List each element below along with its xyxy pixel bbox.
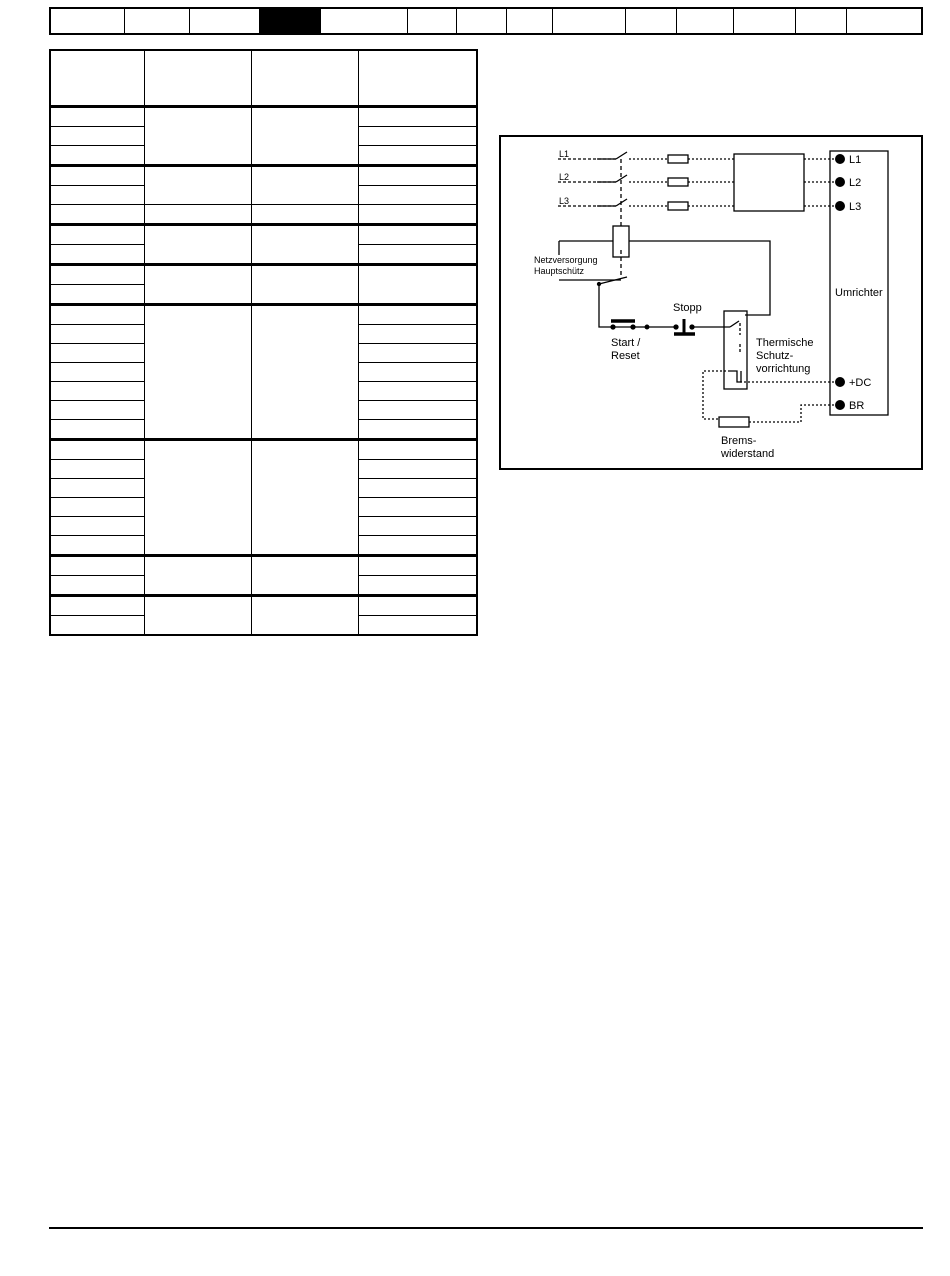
terminal-l1-label: L1 [849, 154, 862, 166]
terminal-br-label: BR [849, 400, 865, 412]
thermal-label-line3: vorrichtung [756, 363, 811, 375]
fuse-l1 [668, 155, 688, 163]
table-header-cell [358, 50, 477, 107]
nav-tab-13[interactable] [796, 9, 848, 33]
braking-resistor-circuit-diagram [499, 135, 923, 470]
nav-tab-9[interactable] [553, 9, 627, 33]
footer-rule [49, 1227, 923, 1229]
terminal-l2-label: L2 [849, 177, 862, 189]
contactor-label-line1: Netzversorgung [534, 255, 598, 265]
drive-label: Umrichter [835, 287, 883, 299]
phase-l2-label: L2 [559, 172, 570, 182]
table-row [50, 166, 477, 186]
nav-tab-14[interactable] [847, 9, 921, 33]
start-label-line2: Reset [611, 350, 640, 362]
table-header-row [50, 50, 477, 107]
braking-resistor [719, 417, 749, 427]
terminal-l1-dot [835, 154, 845, 164]
nav-tab-8[interactable] [507, 9, 553, 33]
table-row [50, 225, 477, 245]
stop-label: Stopp [673, 302, 702, 314]
table-header-cell [144, 50, 251, 107]
table-row [50, 305, 477, 325]
terminal-l2-dot [835, 177, 845, 187]
thermal-label-line2: Schutz- [756, 350, 794, 362]
nav-tab-1[interactable] [51, 9, 125, 33]
table-row [50, 440, 477, 460]
contactor-label-line2: Hauptschütz [534, 266, 585, 276]
nav-tab-5[interactable] [321, 9, 409, 33]
fuse-l2 [668, 178, 688, 186]
nav-tab-10[interactable] [626, 9, 677, 33]
nav-tab-2[interactable] [125, 9, 191, 33]
top-nav-bar [49, 7, 923, 35]
nav-tab-12[interactable] [734, 9, 796, 33]
nav-tab-11[interactable] [677, 9, 734, 33]
terminal-l3-dot [835, 201, 845, 211]
table-row [50, 556, 477, 576]
terminal-l3-label: L3 [849, 201, 862, 213]
nav-tab-4-active[interactable] [260, 9, 321, 33]
table-row [50, 265, 477, 285]
phase-l3-label: L3 [559, 196, 570, 206]
nav-tab-3[interactable] [190, 9, 260, 33]
terminal-dc-dot [835, 377, 845, 387]
ratings-table [49, 49, 478, 636]
table-header-cell [50, 50, 144, 107]
resistor-label-line1: Brems- [721, 435, 757, 447]
resistor-label-line2: widerstand [721, 448, 775, 460]
table-row [50, 205, 477, 225]
start-label-line1: Start / [611, 337, 641, 349]
filter-box [734, 154, 804, 211]
table-row [50, 107, 477, 127]
nav-tab-7[interactable] [457, 9, 507, 33]
fuse-l3 [668, 202, 688, 210]
table-header-cell [251, 50, 358, 107]
circuit-svg [501, 137, 925, 472]
table-row [50, 596, 477, 616]
thermal-label-line1: Thermische [756, 337, 814, 349]
nav-tab-6[interactable] [408, 9, 457, 33]
terminal-dc-label: +DC [849, 377, 872, 389]
terminal-br-dot [835, 400, 845, 410]
drive-box [830, 151, 888, 415]
phase-l1-label: L1 [559, 149, 570, 159]
